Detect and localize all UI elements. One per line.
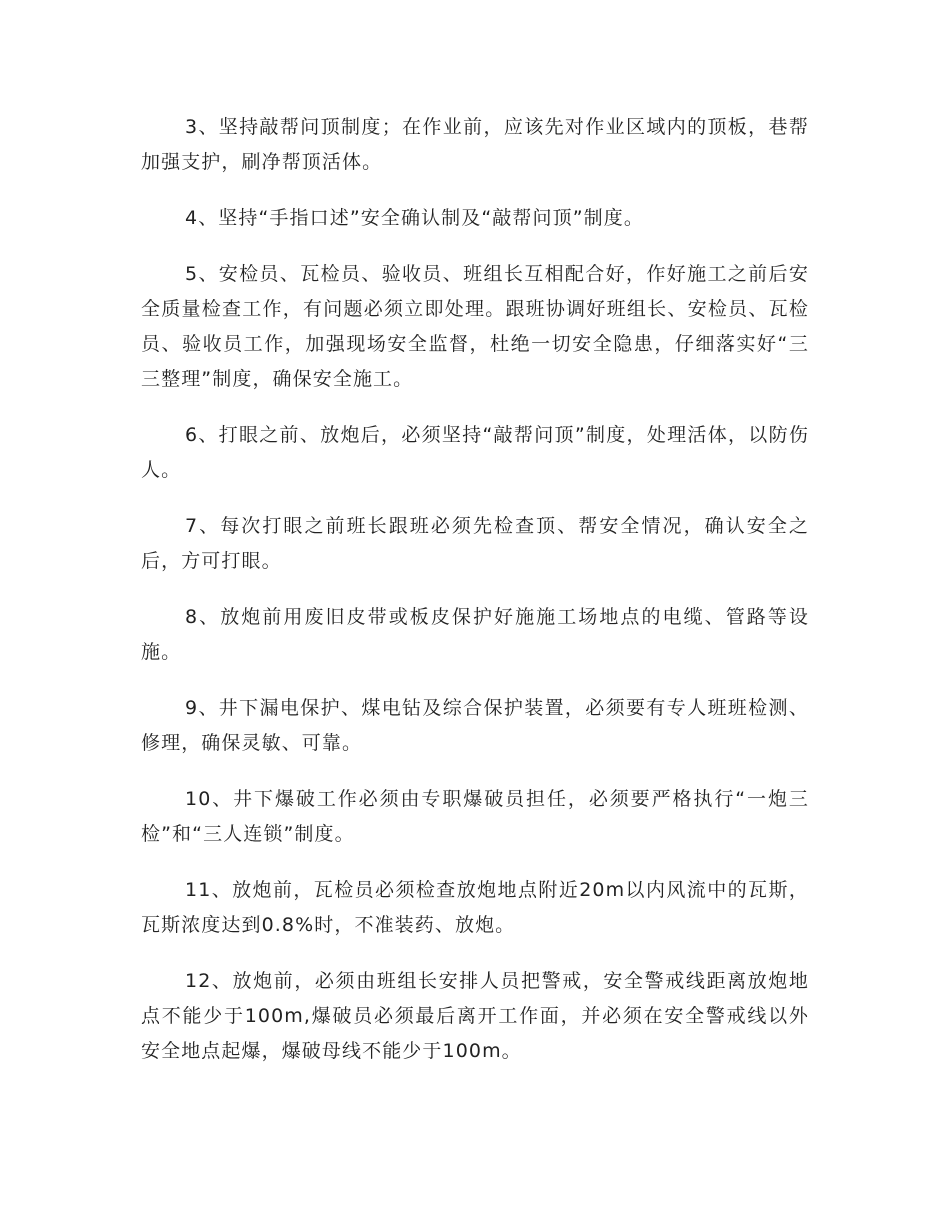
paragraph-item-8: 8、放炮前用废旧皮带或板皮保护好施施工场地点的电缆、管路等设施。: [141, 606, 809, 663]
paragraph-item-10: 10、井下爆破工作必须由专职爆破员担任，必须要严格执行“一炮三检”和“三人连锁”制度。: [141, 788, 809, 845]
paragraph-item-4: 4、坚持“手指口述”安全确认制及“敲帮问顶”制度。: [185, 207, 644, 229]
paragraph-item-6: 6、打眼之前、放炮后，必须坚持“敲帮问顶”制度，处理活体，以防伤人。: [141, 424, 809, 481]
paragraph-item-5: 5、安检员、瓦检员、验收员、班组长互相配合好，作好施工之前后安全质量检查工作，有问题必须立即处理。跟班协调好班组长、安检员、瓦检员、验收员工作，加强现场安全监督，杜绝一切安全隐患，仔细落实好“三三整理”制度，确保安全施工。: [141, 263, 809, 390]
paragraph-item-3: 3、坚持敲帮问顶制度；在作业前，应该先对作业区域内的顶板，巷帮加强支护，刷净帮顶活体。: [141, 116, 809, 173]
paragraph-item-12: 12、放炮前，必须由班组长安排人员把警戒，安全警戒线距离放炮地点不能少于100m,爆破员必须最后离开工作面，并必须在安全警戒线以外安全地点起爆，爆破母线不能少于100m。: [141, 970, 809, 1062]
paragraph-item-11: 11、放炮前，瓦检员必须检查放炮地点附近20m以内风流中的瓦斯，瓦斯浓度达到0.8%时，不准装药、放炮。: [141, 879, 809, 936]
paragraph-item-7: 7、每次打眼之前班长跟班必须先检查顶、帮安全情况，确认安全之后，方可打眼。: [141, 515, 809, 572]
document-body: [141, 110, 809, 1090]
paragraph-item-9: 9、井下漏电保护、煤电钻及综合保护装置，必须要有专人班班检测、修理，确保灵敏、可靠。: [141, 697, 809, 754]
